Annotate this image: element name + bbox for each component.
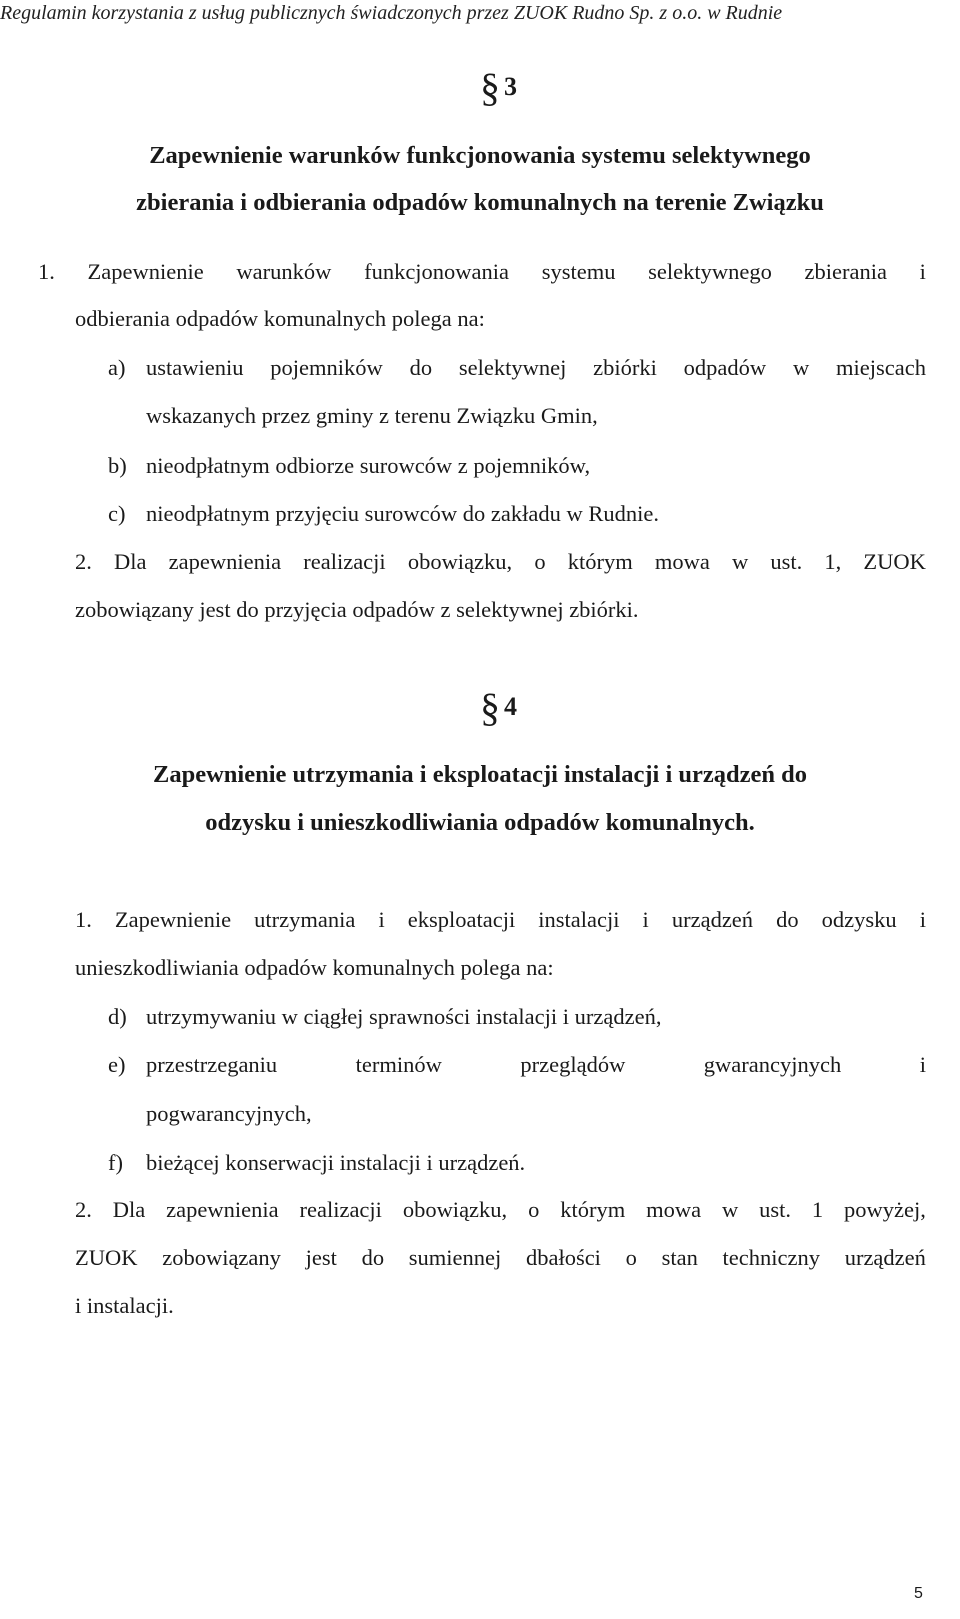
section-4-heading: [480, 685, 517, 730]
word: obowiązku,: [407, 549, 513, 574]
word: ustawieniu: [146, 355, 244, 380]
item-a-line-1: [146, 354, 926, 382]
word: i: [919, 259, 926, 284]
section-4-item-d: [108, 1003, 661, 1031]
section-3-title-line-2: zbierania i odbierania odpadów komunalnych na terenie Związku: [136, 189, 824, 216]
word: odzysku: [821, 907, 897, 932]
word: i: [919, 907, 926, 932]
word: o: [528, 1197, 540, 1222]
word: obowiązku,: [402, 1197, 508, 1222]
word: 2.: [75, 549, 92, 574]
word: Dla: [114, 549, 147, 574]
item-label: d): [108, 1004, 127, 1029]
section-4-item-f: [108, 1149, 525, 1177]
word: w: [721, 1197, 739, 1222]
word: sumiennej: [408, 1245, 502, 1270]
section-4-paragraph-2-line-3: i instalacji.: [75, 1293, 174, 1318]
word: zapewnienia: [168, 549, 282, 574]
word: którym: [560, 1197, 626, 1222]
word: warunków: [236, 259, 332, 284]
section-sign: §: [480, 65, 500, 110]
word: mowa: [654, 549, 710, 574]
word: do: [776, 907, 799, 932]
word: Zapewnienie: [114, 907, 232, 932]
word: selektywnej: [458, 355, 567, 380]
section-4-paragraph-2-line-1: [75, 1196, 926, 1224]
word: stan: [661, 1245, 698, 1270]
word: zbiórki: [593, 355, 657, 380]
section-3-paragraph-1-line-1: [38, 258, 926, 286]
word: Zapewnienie: [87, 259, 204, 284]
section-4-paragraph-2-line-2: [75, 1244, 926, 1272]
word: ZUOK: [75, 1245, 138, 1270]
word: techniczny: [722, 1245, 820, 1270]
word: urządzeń: [671, 907, 754, 932]
item-b-text: nieodpłatnym odbiorze surowców z pojemników,: [146, 453, 591, 478]
word: systemu: [541, 259, 616, 284]
word: i: [378, 907, 385, 932]
word: odpadów: [683, 355, 767, 380]
word: 1: [811, 1197, 824, 1222]
word: ZUOK: [863, 549, 926, 574]
word: mowa: [646, 1197, 702, 1222]
word: instalacji: [538, 907, 620, 932]
word: powyżej,: [844, 1197, 926, 1222]
word: dbałości: [525, 1245, 601, 1270]
item-label: b): [108, 453, 127, 478]
word: eksploatacji: [407, 907, 516, 932]
item-label: c): [108, 501, 126, 526]
word: do: [361, 1245, 385, 1270]
section-sign: §: [480, 685, 500, 730]
word: urządzeń: [844, 1245, 926, 1270]
word: terminów: [355, 1052, 442, 1077]
section-4-paragraph-1-line-2: unieszkodliwiania odpadów komunalnych polega na:: [75, 955, 554, 980]
word: realizacji: [299, 1197, 382, 1222]
word: pojemników: [270, 355, 383, 380]
word: przeglądów: [520, 1052, 626, 1077]
word: zbierania: [804, 259, 887, 284]
word: 1.: [38, 259, 55, 284]
section-4-title-line-1: Zapewnienie utrzymania i eksploatacji instalacji i urządzeń do: [153, 761, 807, 788]
section-4-item-e-line-2: pogwarancyjnych,: [146, 1101, 312, 1126]
item-label: e): [108, 1052, 126, 1077]
word: gwarancyjnych: [703, 1052, 842, 1077]
word: którym: [567, 549, 633, 574]
word: do: [409, 355, 433, 380]
word: o: [534, 549, 546, 574]
section-number: 3: [504, 72, 517, 101]
word: Dla: [112, 1197, 146, 1222]
running-header: Regulamin korzystania z usług publicznych świadczonych przez ZUOK Rudno Sp. z o.o. w Rudnie: [0, 2, 783, 24]
word: realizacji: [303, 549, 386, 574]
section-4-item-e: [108, 1051, 926, 1079]
word: i: [919, 1052, 926, 1077]
section-number: 4: [504, 692, 517, 721]
section-3-heading: [480, 65, 517, 110]
word: 1,: [824, 549, 842, 574]
item-f-text: bieżącej konserwacji instalacji i urządzeń.: [146, 1150, 526, 1175]
word: i: [642, 907, 649, 932]
word: ust.: [759, 1197, 792, 1222]
word: 2.: [75, 1197, 92, 1222]
section-3-paragraph-2-line-2: zobowiązany jest do przyjęcia odpadów z selektywnej zbiórki.: [75, 597, 639, 622]
word: selektywnego: [648, 259, 772, 284]
item-label: f): [108, 1150, 123, 1175]
item-e-line-1: [146, 1051, 926, 1079]
word: utrzymania: [254, 907, 356, 932]
word: w: [792, 355, 810, 380]
section-3-item-b: [108, 452, 590, 480]
section-4-title-line-2: odzysku i unieszkodliwiania odpadów komunalnych.: [205, 809, 755, 836]
item-label: a): [108, 355, 126, 380]
word: jest: [305, 1245, 337, 1270]
word: przestrzeganiu: [146, 1052, 278, 1077]
word: zapewnienia: [166, 1197, 279, 1222]
section-3-item-a-line-2: wskazanych przez gminy z terenu Związku Gmin,: [146, 403, 598, 428]
page-number: 5: [914, 1585, 923, 1602]
word: o: [625, 1245, 637, 1270]
section-3-paragraph-1-line-2: odbierania odpadów komunalnych polega na:: [75, 306, 485, 331]
word: w: [731, 549, 749, 574]
section-3-item-a: [108, 354, 926, 382]
item-d-text: utrzymywaniu w ciągłej sprawności instalacji i urządzeń,: [146, 1004, 662, 1029]
section-3-title-line-1: Zapewnienie warunków funkcjonowania systemu selektywnego: [149, 142, 811, 169]
item-c-text: nieodpłatnym przyjęciu surowców do zakładu w Rudnie.: [146, 501, 659, 526]
word: zobowiązany: [162, 1245, 281, 1270]
word: ust.: [770, 549, 803, 574]
section-3-paragraph-2-line-1: [75, 548, 926, 576]
section-3-item-c: [108, 500, 659, 528]
word: miejscach: [836, 355, 926, 380]
word: 1.: [75, 907, 92, 932]
word: funkcjonowania: [364, 259, 510, 284]
section-4-paragraph-1-line-1: [75, 906, 926, 934]
